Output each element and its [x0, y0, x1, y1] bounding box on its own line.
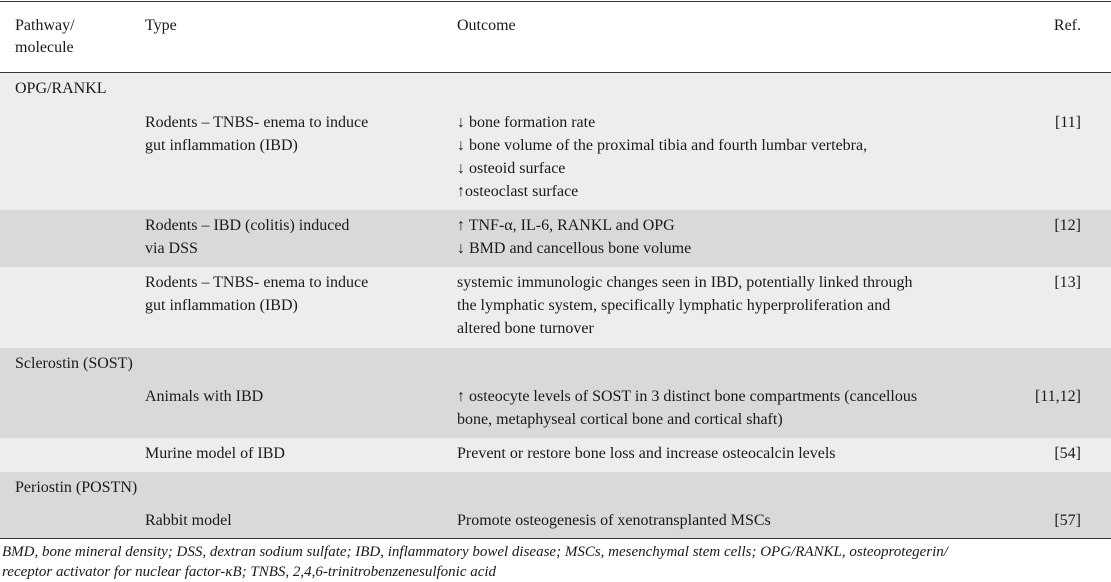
type-cell: Rodents – IBD (colitis) induced via DSS	[145, 217, 350, 257]
bottom-rule	[0, 538, 1111, 539]
group-header-row	[0, 348, 1111, 380]
ref-cell: [12]	[1054, 217, 1081, 234]
ref-cell: [11,12]	[1034, 388, 1081, 405]
header-outcome: Outcome	[457, 17, 516, 34]
table-row	[0, 267, 1111, 348]
ref-cell: [54]	[1054, 445, 1081, 462]
table-row	[0, 438, 1111, 472]
ref-cell: [57]	[1054, 512, 1081, 529]
outcome-cell: ↓ bone formation rate ↓ bone volume of the proximal tibia and fourth lumbar vertebra, ↓ osteoid surface ↑osteoclast surface	[457, 114, 868, 200]
type-cell: Rabbit model	[145, 512, 232, 529]
header-type: Type	[145, 17, 177, 34]
header-pathway: Pathway/ molecule	[15, 17, 75, 56]
ref-cell: [11]	[1054, 114, 1081, 131]
table-row	[0, 380, 1111, 438]
outcome-cell: Promote osteogenesis of xenotransplanted MSCs	[457, 512, 771, 529]
table-row	[0, 210, 1111, 267]
table-row	[0, 505, 1111, 538]
top-rule	[0, 1, 1111, 2]
group-name: Periostin (POSTN)	[15, 479, 138, 496]
outcome-cell: ↑ osteocyte levels of SOST in 3 distinct bone compartments (cancellous bone, metaphyseal cortical bone and cortical shaft)	[457, 388, 918, 428]
header-ref: Ref.	[1053, 17, 1081, 34]
outcome-cell: ↑ TNF-α, IL-6, RANKL and OPG ↓ BMD and cancellous bone volume	[457, 217, 692, 257]
type-cell: Animals with IBD	[145, 388, 264, 405]
group-name: OPG/RANKL	[15, 80, 107, 97]
type-cell: Rodents – TNBS- enema to induce gut inflammation (IBD)	[145, 114, 369, 154]
group-header-row	[0, 472, 1111, 505]
group-header-row	[0, 73, 1111, 106]
ref-cell: [13]	[1054, 274, 1081, 291]
outcome-cell: systemic immunologic changes seen in IBD, potentially linked through the lymphatic system, specifically lymphatic hyperproliferation and altered bone turnover	[457, 274, 913, 337]
outcome-cell: Prevent or restore bone loss and increase osteocalcin levels	[457, 445, 836, 462]
table-footnote: BMD, bone mineral density; DSS, dextran sodium sulfate; IBD, inflammatory bowel disease; MSCs, mesenchymal stem cells; OPG/RANKL, osteoprotegerin/ receptor activator for nuclear factor-κB; TNBS, 2,4,6-trinitrobenzenesulfonic acid	[2, 544, 948, 580]
table-row	[0, 106, 1111, 210]
type-cell: Murine model of IBD	[145, 445, 285, 462]
group-name: Sclerostin (SOST)	[15, 355, 133, 372]
type-cell: Rodents – TNBS- enema to induce gut inflammation (IBD)	[145, 274, 369, 314]
